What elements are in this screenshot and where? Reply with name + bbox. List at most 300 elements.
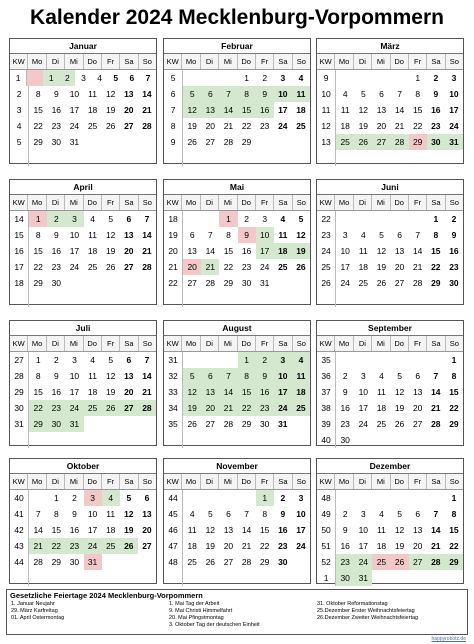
day-cell: 25 [376,419,387,429]
weekday-header-row [317,336,463,352]
day-cell: 13 [376,105,387,115]
day-cell: 26 [296,262,306,272]
day-cell [238,432,256,448]
week-number: 13 [317,134,336,150]
weekday-header: So [445,195,463,210]
day-cell: 29 [431,278,441,288]
day-cell: 11 [187,525,197,535]
day-cell [201,570,219,586]
day-cell [409,570,427,586]
day-cell [372,352,390,368]
weekday-header: Di [200,54,218,69]
day-cell [372,211,390,227]
legend-item: 9. Mai Christi Himmelfahrt [169,608,233,614]
day-cell [47,291,65,307]
day-cell: 29 [33,137,43,147]
weekday-header-row [10,195,156,211]
day-cell: 30 [69,557,80,567]
day-cell [219,490,237,506]
day-cell: 18 [358,262,369,272]
day-cell: 12 [394,387,405,397]
day-cell: 28 [138,400,156,416]
day-cell [84,134,102,150]
day-cell: 24 [340,278,350,288]
day-cell [120,291,138,307]
month-name: Januar [10,39,156,54]
day-cell: 22 [259,541,270,551]
day-cell [445,150,463,166]
day-cell [238,150,256,166]
day-cell: 7 [35,509,41,519]
week-row [10,134,156,150]
week-row [10,243,156,259]
day-cell: 13 [412,525,423,535]
day-cell: 2 [244,214,249,224]
week-number: 9 [164,134,183,150]
day-cell: 19 [394,403,405,413]
day-cell: 28 [412,278,423,288]
day-cell: 24 [69,121,80,131]
week-row [317,259,463,275]
day-cell: 20 [124,105,134,115]
day-cell [183,291,201,307]
weekday-header: Mi [371,474,389,489]
day-cell: 7 [415,230,421,240]
week-row [317,291,463,307]
weekday-header: KW [319,339,332,348]
day-cell: 13 [124,230,134,240]
week-row [10,86,156,102]
week-row [10,291,156,307]
day-cell [409,211,427,227]
week-number: 40 [317,432,336,448]
week-row [10,275,156,291]
day-cell: 14 [219,102,237,118]
day-cell: 16 [256,384,274,400]
day-cell: 11 [88,371,97,381]
day-cell: 3 [280,73,286,83]
week-number: 39 [317,416,336,432]
weekday-header: Fr [255,54,273,69]
weekday-header: KW [12,198,25,207]
day-cell [138,432,156,448]
day-cell: 30 [340,435,350,445]
weekday-header: Mi [64,195,82,210]
week-row [317,102,463,118]
credit-link[interactable]: happyrobotz.de [431,636,466,642]
day-cell [292,150,310,166]
day-cell: 15 [449,387,459,397]
day-cell: 6 [397,230,402,240]
week-row [10,570,156,586]
day-cell: 23 [241,262,252,272]
weekday-header-row [164,195,310,211]
weekday-header: KW [12,57,25,66]
day-cell [409,352,427,368]
day-cell: 31 [445,134,463,150]
day-cell: 1 [238,352,256,368]
weekday-header: So [292,195,310,210]
day-cell [138,291,156,307]
day-cell: 28 [427,554,445,570]
day-cell: 20 [142,525,152,535]
day-cell [372,150,390,166]
day-cell: 23 [336,554,354,570]
day-cell [201,211,219,227]
day-cell [427,291,445,307]
day-cell [391,150,409,166]
day-cell [120,554,138,570]
weekday-header: KW [319,57,332,66]
weekday-header: Sa [273,195,291,210]
week-number: 31 [10,416,29,432]
week-row [10,259,156,275]
day-cell [427,352,445,368]
weekday-header: Fr [408,336,426,351]
week-row [164,134,310,150]
day-cell [201,70,219,86]
day-cell [138,275,156,291]
day-cell: 26 [376,278,387,288]
day-cell [29,291,47,307]
day-cell [292,134,310,150]
day-cell: 23 [259,121,270,131]
day-cell [409,490,427,506]
day-cell [372,490,390,506]
day-cell: 9 [280,509,286,519]
weekday-header: Fr [101,474,119,489]
day-cell: 29 [51,557,62,567]
day-cell: 12 [105,230,116,240]
week-row [317,134,463,150]
day-cell [102,432,120,448]
day-cell: 9 [53,230,59,240]
day-cell: 3 [274,352,292,368]
week-number: 46 [164,522,183,538]
day-cell: 9 [451,230,457,240]
day-cell: 8 [238,368,256,384]
day-cell [29,150,47,166]
week-row [164,506,310,522]
weekday-header: Mo [334,54,352,69]
week-number [10,570,29,586]
day-cell: 15 [33,246,43,256]
page-title: Kalender 2024 Mecklenburg-Vorpommern [30,6,444,29]
day-cell: 19 [292,243,310,259]
legend-column-2 [169,601,260,629]
weekday-header: Di [353,474,371,489]
week-row [164,275,310,291]
legend-item: 31. Oktober Reformationstag [317,601,388,607]
day-cell [238,291,256,307]
weekday-header: So [138,54,156,69]
day-cell [336,70,354,86]
day-cell: 27 [120,400,138,416]
day-cell: 15 [33,387,43,397]
day-cell: 21 [201,259,219,275]
weekday-header: Di [46,54,64,69]
weekday-header: Sa [426,336,444,351]
day-cell: 7 [397,89,402,99]
day-cell: 1 [415,73,421,83]
weekday-header: Mi [218,336,236,351]
day-cell: 20 [412,541,423,551]
week-row [164,211,310,227]
day-cell [445,432,463,448]
day-cell: 26 [394,419,405,429]
day-cell [47,432,65,448]
week-number: 10 [317,86,336,102]
day-cell [138,150,156,166]
day-cell: 21 [219,400,237,416]
day-cell: 28 [431,419,441,429]
day-cell [219,352,237,368]
day-cell: 31 [84,554,102,570]
day-cell: 3 [298,493,304,503]
day-cell [29,432,47,448]
day-cell [120,134,138,150]
day-cell: 14 [142,371,152,381]
day-cell: 16 [51,105,62,115]
day-cell: 24 [274,400,292,416]
day-cell [274,150,292,166]
day-cell: 11 [88,89,97,99]
day-cell: 13 [223,525,234,535]
day-cell [274,432,292,448]
weekday-header: Mo [334,474,352,489]
day-cell: 15 [238,102,256,118]
day-cell: 2 [53,355,59,365]
day-cell: 24 [278,121,288,131]
day-cell [427,150,445,166]
month-panel [316,38,464,164]
day-cell [201,432,219,448]
day-cell: 12 [183,102,201,118]
weekday-header: Do [237,195,255,210]
day-cell: 5 [108,355,114,365]
day-cell: 10 [69,371,80,381]
week-row [164,118,310,134]
week-number: 22 [317,211,336,227]
week-row [317,432,463,448]
weekday-header: Fr [255,195,273,210]
day-cell: 23 [431,121,441,131]
day-cell: 19 [105,246,116,256]
day-cell: 22 [449,403,459,413]
day-cell: 5 [397,371,402,381]
day-cell: 17 [278,105,288,115]
day-cell: 8 [35,89,41,99]
week-row [164,522,310,538]
legend-column-1 [11,601,64,622]
week-number: 2 [10,86,29,102]
week-row [10,70,156,86]
weekday-header: Do [390,336,408,351]
day-cell: 7 [244,509,249,519]
day-cell: 22 [238,400,256,416]
day-cell: 1 [244,73,249,83]
weekday-header: KW [166,477,179,486]
day-cell: 4 [90,355,95,365]
day-cell [256,291,274,307]
weekday-header: So [445,474,463,489]
day-cell: 11 [377,525,386,535]
week-row [164,86,310,102]
day-cell: 15 [33,105,43,115]
weekday-header: Sa [426,54,444,69]
day-cell [29,570,47,586]
weekday-header: Mi [64,54,82,69]
day-cell: 20 [183,259,201,275]
day-cell [354,150,372,166]
week-row [164,490,310,506]
day-cell [336,291,354,307]
day-cell: 2 [451,214,457,224]
weekday-header: Fr [101,195,119,210]
day-cell: 26 [354,134,372,150]
week-row [10,227,156,243]
week-row [10,400,156,416]
day-cell: 31 [354,570,372,586]
day-cell [372,70,390,86]
weekday-header: Di [353,54,371,69]
week-row [317,86,463,102]
day-cell [372,432,390,448]
weekday-header: Sa [426,195,444,210]
day-cell [445,291,463,307]
day-cell: 31 [259,278,270,288]
weekday-header: So [292,474,310,489]
week-row [164,570,310,586]
day-cell: 30 [241,278,252,288]
day-cell [183,570,201,586]
weekday-header: So [292,336,310,351]
week-row [164,352,310,368]
legend-item: 25.Dezember Erster Weihnachtsfeiertag [317,608,415,614]
day-cell: 26 [391,554,409,570]
day-cell: 8 [226,230,231,240]
day-cell: 27 [412,419,423,429]
day-cell: 4 [379,509,384,519]
day-cell: 17 [69,105,80,115]
day-cell [84,150,102,166]
day-cell: 30 [449,278,459,288]
weekday-header: Di [353,336,371,351]
legend-item: 1. Mai Tag der Arbeit [169,601,220,607]
month-name: April [10,180,156,195]
weekday-header: Do [390,474,408,489]
weekday-header: Sa [119,195,137,210]
week-row [317,570,463,586]
day-cell [336,490,354,506]
weekday-header: Fr [408,195,426,210]
week-number: 52 [317,554,336,570]
day-cell: 20 [124,246,134,256]
day-cell: 29 [29,416,47,432]
day-cell: 1 [451,493,457,503]
day-cell: 4 [379,371,384,381]
weekday-header: Di [353,195,371,210]
day-cell: 20 [205,121,216,131]
day-cell: 22 [33,121,43,131]
day-cell: 21 [241,541,252,551]
week-number: 6 [164,86,183,102]
day-cell: 3 [451,73,457,83]
week-row [317,416,463,432]
weekday-header: Sa [119,54,137,69]
weekday-header: Do [83,195,101,210]
week-row [10,150,156,166]
day-cell: 22 [431,262,441,272]
day-cell [445,570,463,586]
day-cell [409,291,427,307]
week-number: 27 [10,352,29,368]
week-number: 40 [10,490,29,506]
day-cell: 22 [223,262,234,272]
day-cell [84,570,102,586]
week-number: 41 [10,506,29,522]
day-cell: 29 [449,419,459,429]
day-cell: 7 [433,509,439,519]
day-cell: 4 [292,352,310,368]
day-cell: 21 [394,121,405,131]
weekday-header-row [164,54,310,70]
day-cell [183,211,201,227]
month-name: August [164,321,310,336]
day-cell [219,70,237,86]
day-cell: 20 [223,541,234,551]
day-cell: 10 [358,525,369,535]
day-cell: 11 [292,86,310,102]
day-cell: 28 [223,137,234,147]
day-cell: 28 [142,262,152,272]
week-number: 32 [164,368,183,384]
day-cell: 13 [412,387,423,397]
day-cell: 4 [342,89,348,99]
month-panel [316,458,464,584]
day-cell: 15 [259,525,270,535]
day-cell [354,490,372,506]
day-cell: 4 [102,490,120,506]
day-cell: 16 [278,525,288,535]
day-cell: 28 [142,121,152,131]
week-number: 28 [10,368,29,384]
day-cell [102,134,120,150]
day-cell: 20 [376,121,387,131]
week-number: 18 [164,211,183,227]
day-cell: 5 [379,230,384,240]
week-number [164,291,183,307]
week-row [164,150,310,166]
day-cell: 17 [69,387,80,397]
day-cell: 8 [451,509,457,519]
day-cell: 11 [358,246,368,256]
day-cell: 14 [431,525,441,535]
day-cell: 1 [35,355,41,365]
day-cell [138,554,156,570]
weekday-header: Sa [426,474,444,489]
month-panel [163,179,311,305]
day-cell: 7 [144,214,150,224]
day-cell [391,432,409,448]
day-cell [183,490,201,506]
day-cell: 9 [342,525,348,535]
weekday-header: Do [83,54,101,69]
week-number [317,150,336,166]
day-cell: 10 [87,509,98,519]
month-name: November [164,459,310,474]
day-cell: 21 [223,121,234,131]
